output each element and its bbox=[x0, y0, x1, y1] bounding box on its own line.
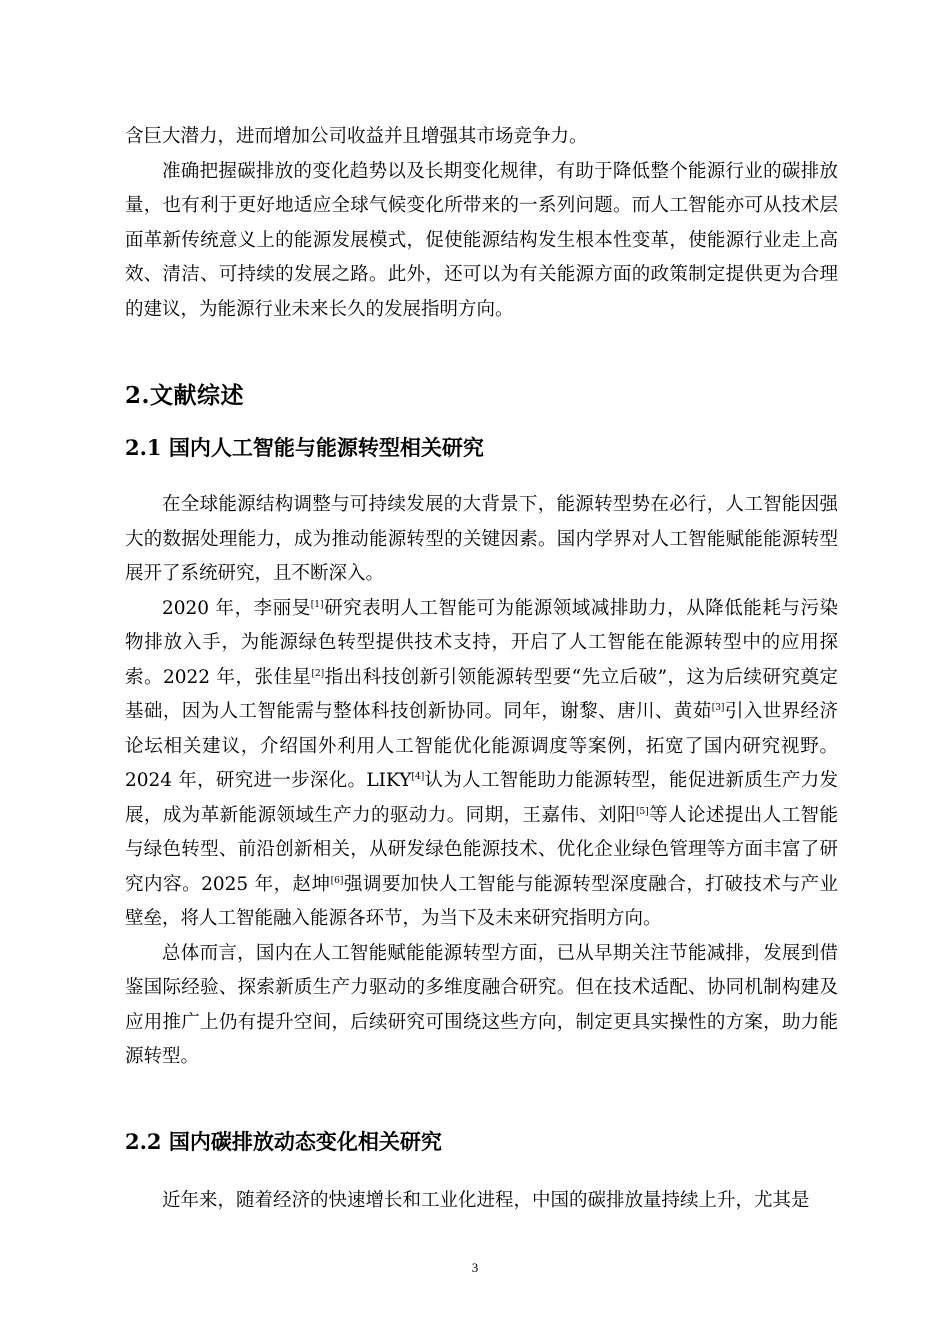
body-text-block-intro bbox=[125, 120, 838, 327]
text-run: 认为人工智能助力能源转型，能促进新质生产力发展，成为革新能源领域生产力的驱动力。同期，王嘉伟、刘阳 bbox=[125, 770, 838, 826]
paragraph-summary: 总体而言，国内在人工智能赋能能源转型方面，已从早期关注节能减排，发展到借鉴国际经验、探索新质生产力驱动的多维度融合研究。但在技术适配、协同机制构建及应用推广上仍有提升空间，后续研究可围绕这些方向，制定更具实操性的方案，助力能源转型。 bbox=[125, 942, 838, 1067]
text-run: 等人论述提出人工智能与绿色转型、前沿创新相关，从研发绿色能源技术、优化企业绿色管理等方面丰富了研究内容。2025 年，赵坤 bbox=[125, 804, 838, 895]
subsection-1-body bbox=[125, 488, 838, 1075]
section-title: 2.文献综述 bbox=[125, 382, 245, 409]
paragraph-background: 在全球能源结构调整与可持续发展的大背景下，能源转型势在必行，人工智能因强大的数据处理能力，成为推动能源转型的关键因素。国内学界对人工智能赋能能源转型展开了系统研究，且不断深入。 bbox=[125, 494, 838, 584]
citation-ref[interactable]: [5] bbox=[635, 806, 649, 817]
subsection-2-body bbox=[125, 1184, 838, 1219]
subsection-heading-block-1 bbox=[125, 433, 838, 463]
text-run: 指出科技创新引领能源转型要“先立后破”，这为后续研究奠定基础，因为人工智能需与整体科技创新协同。同年，谢黎、唐川、黄茹 bbox=[125, 666, 838, 722]
subsection-heading-block-2 bbox=[125, 1127, 838, 1157]
citation-ref[interactable]: [4] bbox=[411, 771, 425, 782]
page-number: 3 bbox=[471, 1260, 479, 1275]
text-run: 研究表明人工智能可为能源领域减排助力，从降低能耗与污染物排放入手，为能源绿色转型提供技术支持，开启了人工智能在能源转型中的应用探索。2022 年，张佳星 bbox=[125, 597, 838, 688]
paragraph-literature bbox=[125, 592, 838, 937]
subsection-title-2-2: 2.2 国内碳排放动态变化相关研究 bbox=[125, 1129, 442, 1154]
citation-ref[interactable]: [1] bbox=[310, 599, 324, 610]
citation-ref[interactable]: [6] bbox=[330, 875, 344, 886]
citation-ref[interactable]: [3] bbox=[711, 702, 725, 713]
section-heading-block bbox=[125, 381, 838, 411]
paragraph-carbon-growth: 近年来，随着经济的快速增长和工业化进程，中国的碳排放量持续上升，尤其是 bbox=[162, 1190, 810, 1211]
text-run: 引入世界经济论坛相关建议，介绍国外利用人工智能优化能源调度等案例，拓宽了国内研究视野。2024 年，研究进一步深化。LIKY bbox=[125, 701, 838, 791]
subsection-title-2-1: 2.1 国内人工智能与能源转型相关研究 bbox=[125, 435, 484, 460]
paragraph-continued: 含巨大潜力，进而增加公司收益并且增强其市场竞争力。 bbox=[125, 126, 588, 147]
text-run: 2020 年，李丽旻 bbox=[162, 597, 311, 619]
text-run: 强调要加快人工智能与能源转型深度融合，打破技术与产业壁垒，将人工智能融入能源各环节，为当下及未来研究指明方向。 bbox=[125, 873, 838, 929]
citation-ref[interactable]: [2] bbox=[311, 668, 325, 679]
paragraph-carbon-trend: 准确把握碳排放的变化趋势以及长期变化规律，有助于降低整个能源行业的碳排放量，也有利于更好地适应全球气候变化所带来的一系列问题。而人工智能亦可从技术层面革新传统意义上的能源发展模式，促使能源结构发生根本性变革，使能源行业走上高效、清洁、可持续的发展之路。此外，还可以为有关能源方面的政策制定提供更为合理的建议，为能源行业未来长久的发展指明方向。 bbox=[125, 160, 838, 320]
